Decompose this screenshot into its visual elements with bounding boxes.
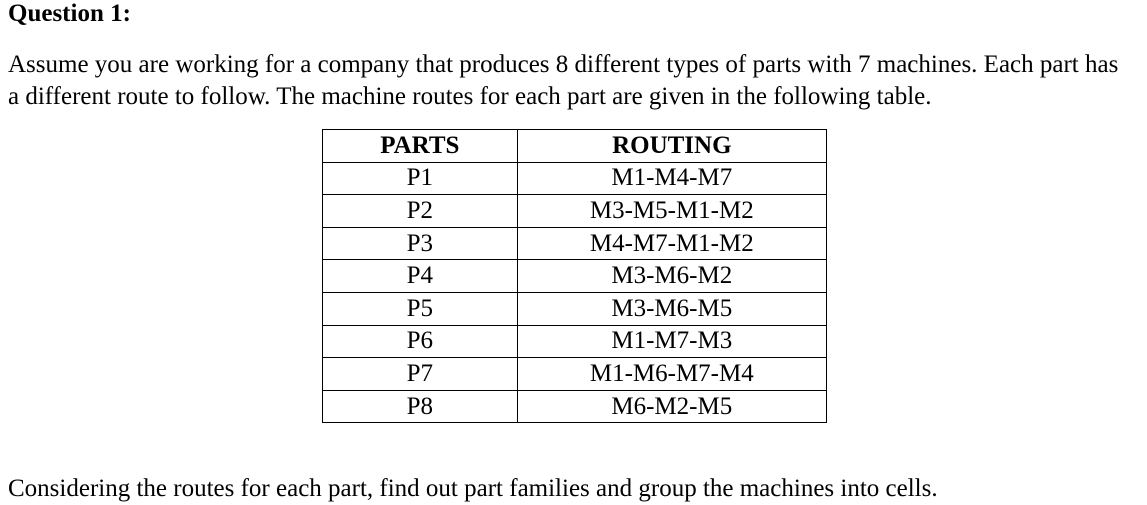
route-cell: M4-M7-M1-M2 xyxy=(517,227,826,260)
route-cell: M1-M7-M3 xyxy=(517,325,826,358)
part-cell: P6 xyxy=(323,325,518,358)
table-header-row xyxy=(323,130,827,163)
route-cell: M3-M5-M1-M2 xyxy=(517,195,826,228)
table-row xyxy=(323,162,827,195)
route-cell: M3-M6-M5 xyxy=(517,292,826,325)
part-cell: P1 xyxy=(323,162,518,195)
table-row xyxy=(323,325,827,358)
question-intro xyxy=(8,49,1147,113)
intro-line-2: a different route to follow. The machine routes for each part are given in the following table. xyxy=(8,83,932,110)
route-cell: M1-M6-M7-M4 xyxy=(517,358,826,391)
table-row xyxy=(323,260,827,293)
part-cell: P3 xyxy=(323,227,518,260)
route-cell: M6-M2-M5 xyxy=(517,390,826,423)
route-cell: M3-M6-M2 xyxy=(517,260,826,293)
header-parts: PARTS xyxy=(323,130,518,163)
question-instruction: Considering the routes for each part, find out part families and group the machines into cells. xyxy=(8,475,938,502)
header-routing: ROUTING xyxy=(517,130,826,163)
part-cell: P5 xyxy=(323,292,518,325)
table-row xyxy=(323,195,827,228)
part-cell: P8 xyxy=(323,390,518,423)
table-row xyxy=(323,358,827,391)
table-row xyxy=(323,390,827,423)
routing-table xyxy=(322,129,827,423)
table-row xyxy=(323,227,827,260)
part-cell: P2 xyxy=(323,195,518,228)
part-cell: P4 xyxy=(323,260,518,293)
intro-line-1: Assume you are working for a company that produces 8 different types of parts with 7 machines. Each part has xyxy=(8,51,1119,78)
route-cell: M1-M4-M7 xyxy=(517,162,826,195)
part-cell: P7 xyxy=(323,358,518,391)
table-row xyxy=(323,292,827,325)
question-heading: Question 1: xyxy=(8,0,131,27)
